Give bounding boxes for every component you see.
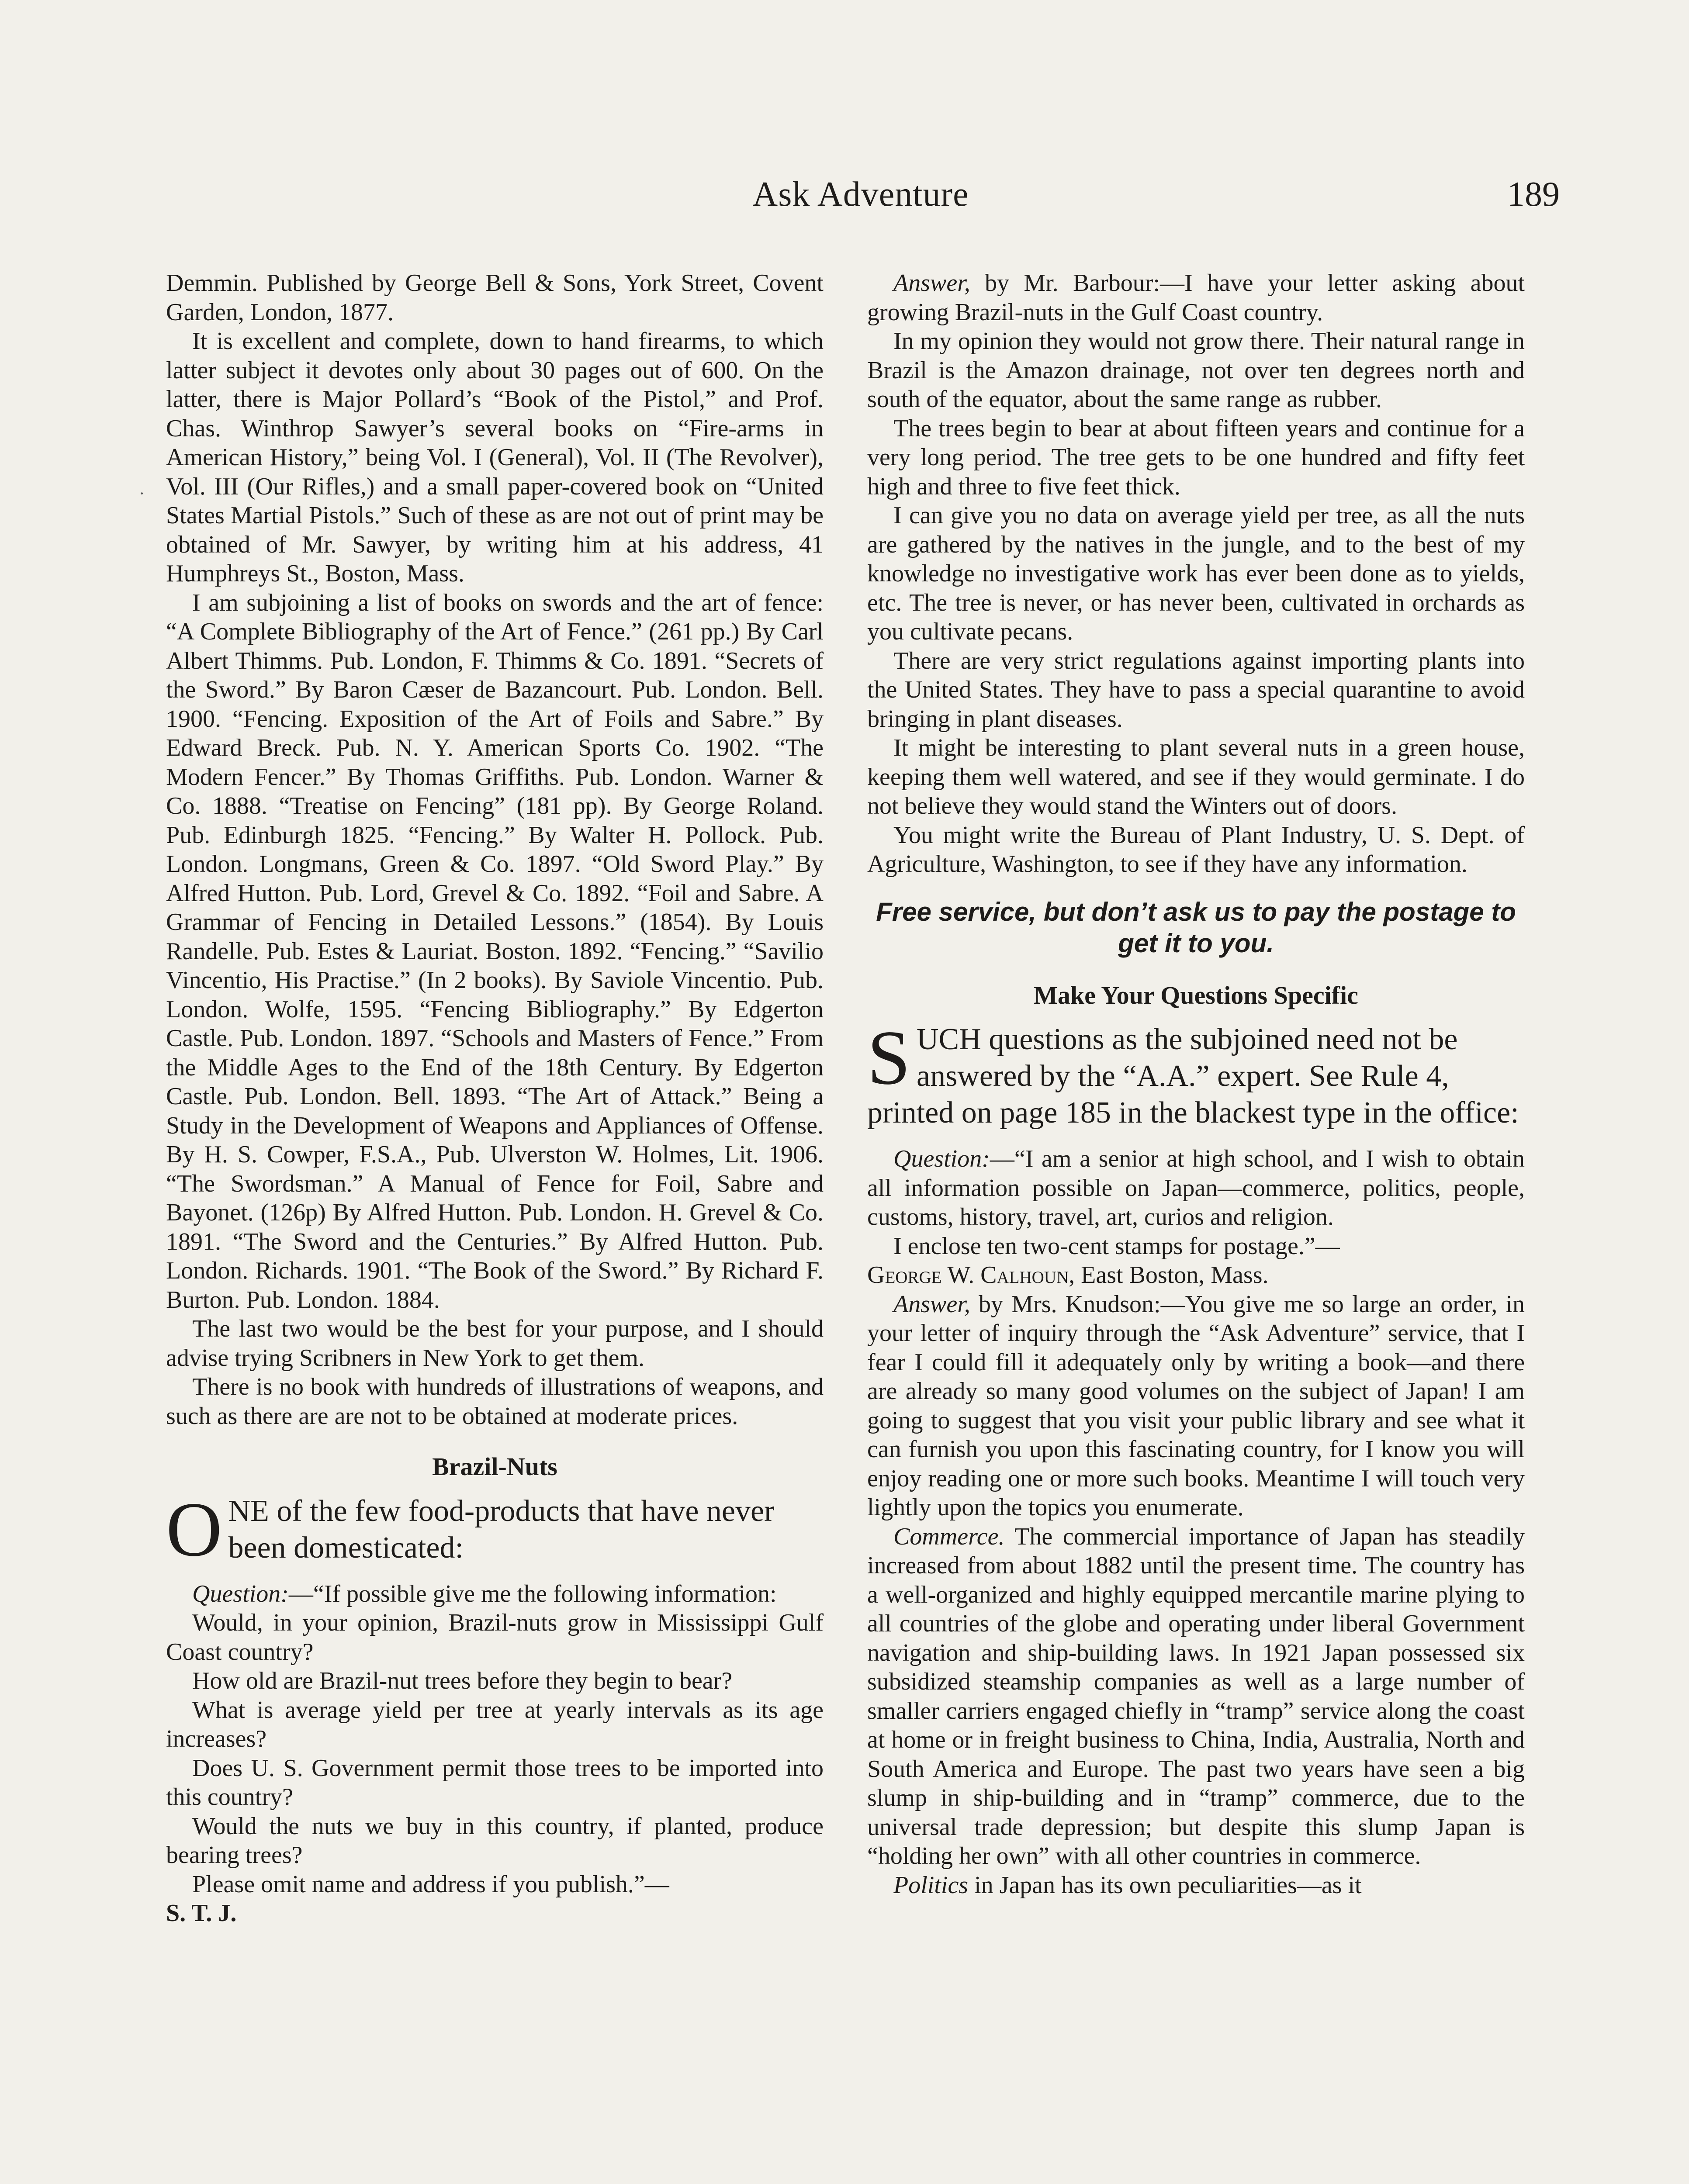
paragraph: In my opinion they would not grow there. Their natural range in Brazil is the Amazon drainage, not over ten degrees north and south of the equator, about the same range as rubber. <box>867 328 1525 413</box>
paragraph: Does U. S. Government permit those trees to be imported into this country? <box>166 1754 824 1811</box>
signature: S. T. J. <box>166 1900 237 1927</box>
paragraph: What is average yield per tree at yearly intervals as its age increases? <box>166 1696 824 1752</box>
politics-paragraph: Politics in Japan has its own peculiarities—as it <box>893 1871 1362 1899</box>
right-column <box>867 269 1525 1900</box>
paragraph: I am subjoining a list of books on swords and the art of fence: “A Complete Bibliography of the Art of Fence.” (261 pp.) By Carl Albert Thimms. Pub. London, F. Thimms & Co. 1891. “Secrets of the Sword.” By Baron Cæser de Bazancourt. Pub. London. Bell. 1900. “Fencing. Exposition of the Art of Foils and Sabre.” By Edward Breck. Pub. N. Y. American Sports Co. 1902. “The Modern Fencer.” By Thomas Griffiths. Pub. London. Warner & Co. 1888. “Treatise on Fencing” (181 pp). By George Roland. Pub. Edinburgh 1825. “Fencing.” By Walter H. Pollock. Pub. London. Longmans, Green & Co. 1897. “Old Sword Play.” By Alfred Hutton. Pub. Lord, Grevel & Co. 1892. “Foil and Sabre. A Grammar of Fencing in Detailed Lessons.” (1854). By Louis Randelle. Pub. Estes & Lauriat. Boston. 1892. “Fencing.” “Savilio Vincentio, His Practise.” (In 2 books). By Saviole Vincentio. Pub. London. Wolfe, 1595. “Fencing Bibliography.” By Edgerton Castle. Pub. London. 1897. “Schools and Masters of Fence.” From the Middle Ages to the End of the 18th Century. By Edgerton Castle. Pub. London. Bell. 1893. “The Art of Attack.” Being a Study in the Development of Weapons and Appliances of Offense. By H. S. Cowper, F.S.A., Pub. Ulverston W. Holmes, Lit. 1906. “The Swordsman.” A Manual of Fence for Foil, Sabre and Bayonet. (126p) By Alfred Hutton. Pub. London. H. Grevel & Co. 1891. “The Sword and the Centuries.” By Alfred Hutton. Pub. London. Richards. 1901. “The Book of the Sword.” By Richard F. Burton. Pub. London. 1884. <box>166 589 824 1313</box>
question-label: Question: <box>192 1580 289 1607</box>
answer-paragraph: Answer, by Mr. Barbour:—I have your letter asking about growing Brazil-nuts in the Gulf Coast country. <box>867 270 1525 326</box>
commerce-label: Commerce. <box>893 1523 1005 1550</box>
page-header-title: Ask Adventure <box>752 175 969 214</box>
question-label: Question: <box>893 1145 990 1172</box>
answer-paragraph: Answer, by Mrs. Knudson:—You give me so large an order, in your letter of inquiry through the “Ask Adventure” service, that I fear I could fill it adequately only by writing a book—and there are already so many good volumes on the subject of Japan! I am going to suggest that you visit your public library and see what it can furnish you upon this fascinating country, for I know you will enjoy reading one or more such books. Meantime I will touch very lightly upon the topics you enumerate. <box>867 1290 1525 1521</box>
lead-text: NE of the few food-products that have never been domesticated: <box>228 1494 775 1565</box>
paragraph: I can give you no data on average yield per tree, as all the nuts are gathered by the natives in the jungle, and to the best of my knowledge no investigative work has ever been done as to yields, etc. The tree is never, or has never been, cultivated in orchards as you cultivate pecans. <box>867 502 1525 645</box>
paragraph: The last two would be the best for your purpose, and I should advise trying Scribners in New York to get them. <box>166 1315 824 1372</box>
left-column <box>166 269 824 1928</box>
question-paragraph: Question:—“If possible give me the following information: <box>192 1580 777 1607</box>
page-number: 189 <box>1507 175 1560 214</box>
answer-label: Answer, <box>893 270 970 297</box>
signature: George W. Calhoun, East Boston, Mass. <box>867 1261 1269 1289</box>
paragraph: The trees begin to bear at about fifteen years and continue for a very long period. The tree gets to be one hundred and fifty feet high and three to five feet thick. <box>867 415 1525 500</box>
paragraph: Would the nuts we buy in this country, if planted, produce bearing trees? <box>166 1812 824 1869</box>
lead-paragraph <box>867 1014 1525 1131</box>
drop-cap: S <box>867 1014 910 1101</box>
paragraph: It might be interesting to plant several nuts in a green house, keeping them well watered, and see if they would germinate. I do not believe they would stand the Winters out of doors. <box>867 734 1525 819</box>
paragraph: There is no book with hundreds of illustrations of weapons, and such as there are are not to be obtained at moderate prices. <box>166 1373 824 1430</box>
paragraph: How old are Brazil-nut trees before they begin to bear? <box>192 1667 733 1694</box>
paragraph: Demmin. Published by George Bell & Sons, York Street, Covent Garden, London, 1877. <box>166 270 824 326</box>
paragraph: It is excellent and complete, down to hand firearms, to which latter subject it devotes only about 30 pages out of 600. On the latter, there is Major Pollard’s “Book of the Pistol,” and Prof. Chas. Winthrop Sawyer’s several books on “Fire-arms in American History,” being Vol. I (General), Vol. II (The Revolver), Vol. III (Our Rifles,) and a small paper-covered book on “United States Martial Pistols.” Such of these as are not out of print may be obtained of Mr. Sawyer, by writing him at his address, 41 Humphreys St., Boston, Mass. <box>166 328 824 587</box>
section-heading-questions-specific: Make Your Questions Specific <box>1034 981 1358 1009</box>
paragraph: You might write the Bureau of Plant Industry, U. S. Dept. of Agriculture, Washington, to see if they have any information. <box>867 821 1525 878</box>
free-service-slogan: Free service, but don’t ask us to pay the postage to get it to you. <box>876 897 1516 958</box>
margin-mark: · <box>139 484 145 503</box>
lead-text: UCH questions as the subjoined need not be answered by the “A.A.” expert. See Rule 4, printed on page 185 in the blackest type in the office: <box>867 1023 1519 1130</box>
paragraph: Would, in your opinion, Brazil-nuts grow in Mississippi Gulf Coast country? <box>166 1609 824 1666</box>
drop-cap: O <box>166 1486 222 1572</box>
question-paragraph: Question:—“I am a senior at high school, and I wish to obtain all information possible on Japan—commerce, politics, people, customs, history, travel, art, curios and religion. <box>867 1145 1525 1230</box>
politics-label: Politics <box>893 1871 969 1899</box>
lead-paragraph <box>166 1486 824 1572</box>
commerce-paragraph: Commerce. The commercial importance of Japan has steadily increased from about 1882 until the present time. The country has a well-organized and highly equipped mercantile marine plying to all countries of the globe and operating under liberal Government navigation and ship-building laws. In 1921 Japan possessed six subsidized steamship companies as well as a large number of smaller carriers engaged chiefly in “tramp” service along the coast at home or in freight business to China, India, Australia, North and South America and Europe. The past two years have seen a big slump in ship-building and in “tramp” commerce, due to the universal trade depression; but despite this slump Japan is “holding her own” with all other countries in commerce. <box>867 1523 1525 1870</box>
paragraph: There are very strict regulations against importing plants into the United States. They have to pass a special quarantine to avoid bringing in plant diseases. <box>867 647 1525 733</box>
paragraph: Please omit name and address if you publish.”— <box>192 1870 669 1898</box>
paragraph: I enclose ten two-cent stamps for postage.”— <box>893 1232 1340 1260</box>
answer-label: Answer, <box>893 1290 970 1318</box>
section-heading-brazil-nuts: Brazil-Nuts <box>432 1452 557 1481</box>
